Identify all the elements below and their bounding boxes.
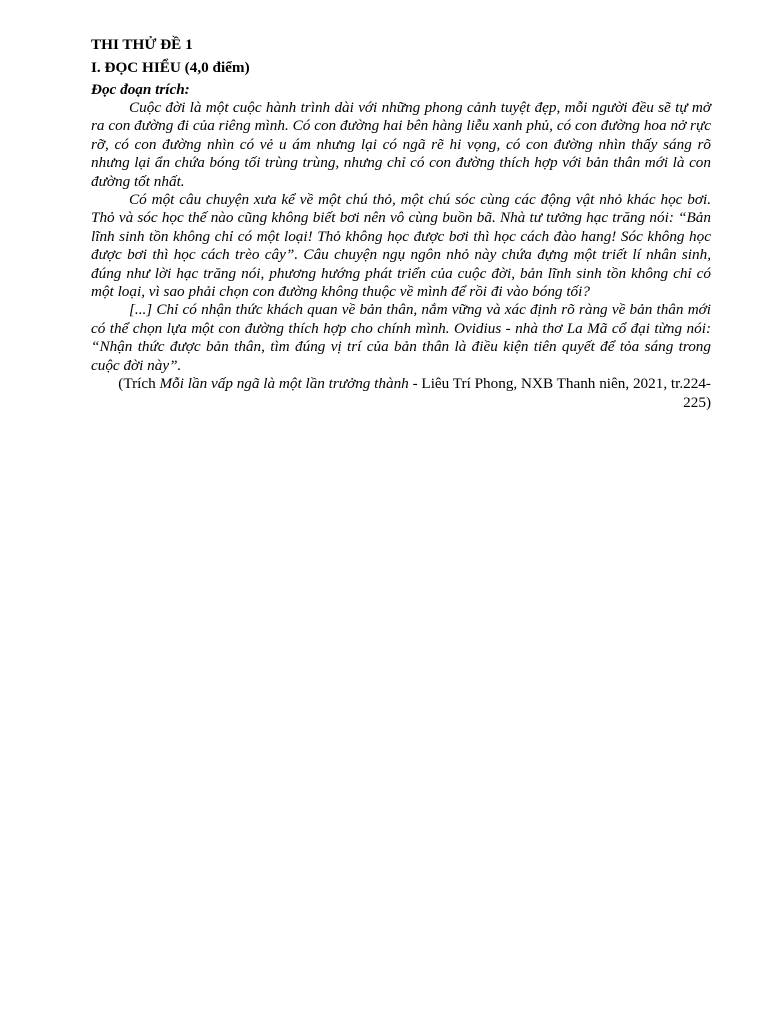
exam-title: THI THỬ ĐỀ 1 [91, 36, 193, 53]
source-citation [91, 375, 711, 412]
citation-prefix: (Trích [118, 375, 160, 393]
citation-suffix: - Liêu Trí Phong, NXB Thanh niên, 2021, tr.224-225) [408, 375, 711, 411]
reading-lead-in: Đọc đoạn trích: [91, 81, 190, 98]
passage-paragraph-1: Cuộc đời là một cuộc hành trình dài với những phong cảnh tuyệt đẹp, mỗi người đều sẽ tự mở ra con đường đi của riêng mình. Có con đường hai bên hàng liễu xanh phủ, có con đường hoa nở rực rỡ, có con đường nhìn có vẻ u ám nhưng lại có ngã rẽ hi vọng, có con đường nhìn thấy sáng rõ nhưng lại ẩn chứa bóng tối trùng trùng, nhưng chỉ có con đường thích hợp với bản thân mới là con đường tốt nhất. [91, 99, 711, 190]
book-title: Mỗi lần vấp ngã là một lần trưởng thành [159, 375, 409, 393]
document-page [91, 34, 711, 412]
passage-paragraph-3: [...] Chỉ có nhận thức khách quan về bản thân, nắm vững và xác định rõ ràng về bản thân mới có thể chọn lựa một con đường thích hợp cho chính mình. Ovidius - nhà thơ La Mã cổ đại từng nói: “Nhận thức được bản thân, tìm đúng vị trí của bản thân là điều kiện tiên quyết để tỏa sáng trong cuộc đời này”. [91, 301, 711, 374]
passage-paragraph-2: Có một câu chuyện xưa kể về một chú thỏ, một chú sóc cùng các động vật nhỏ khác học bơi. Thỏ và sóc học thế nào cũng không biết bơi nên vô cùng buồn bã. Nhà tư tưởng hạc trăng nói: “Bản lĩnh sinh tồn không chỉ có một loại! Thỏ không học được bơi thì học cách đào hang! Sóc không học được bơi thì học cách trèo cây”. Câu chuyện ngụ ngôn nhỏ này chứa đựng một triết lí nhân sinh, đúng như lời hạc trăng nói, phương hướng phát triển của cuộc đời, bản lĩnh sinh tồn không chỉ có một loại, vì sao phải chọn con đường không thuộc về mình để rồi đi vào bóng tối? [91, 191, 711, 301]
section-heading: I. ĐỌC HIỂU (4,0 điểm) [91, 59, 250, 76]
